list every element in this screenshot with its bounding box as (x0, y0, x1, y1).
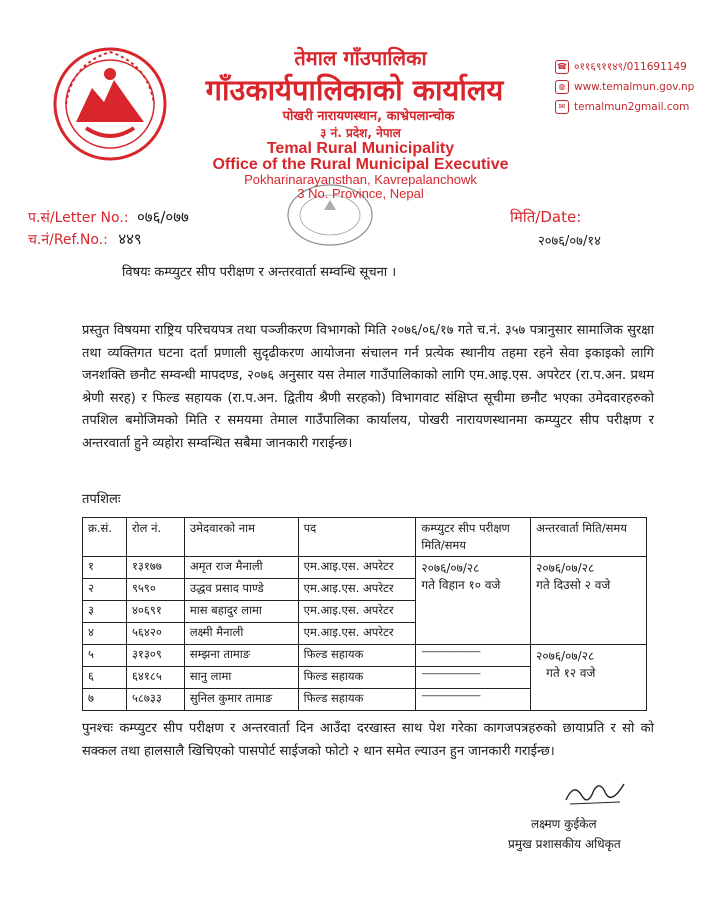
municipality-name-en: Temal Rural Municipality (266, 140, 455, 157)
website-contact (555, 80, 694, 94)
table-row (83, 645, 647, 667)
phone-contact (555, 60, 687, 74)
letter-number-label: प.सं/Letter No.: (28, 210, 129, 226)
letter-number (28, 207, 189, 227)
phone-icon: ☎ (555, 60, 569, 74)
office-stamp (284, 180, 376, 250)
cell-sn: ६ (83, 667, 127, 689)
col-post: पद (298, 518, 416, 557)
mis-interview-cell (531, 557, 647, 645)
cell-sn: ५ (83, 645, 127, 667)
letter-number-value: ०७६/०७७ (136, 208, 189, 226)
signatory-name: लक्ष्मण कुईकेल (531, 817, 597, 831)
cell-name: मास बहादुर लामा (184, 601, 298, 623)
cell-post: एम.आइ.एस. अपरेटर (298, 557, 416, 579)
cell-roll: ५८७३३ (126, 689, 184, 711)
col-name: उमेदवारको नाम (184, 518, 298, 557)
cell-sn: ७ (83, 689, 127, 711)
handwritten-signature (560, 776, 630, 810)
cell-post: फिल्ड सहायक (298, 645, 416, 667)
date-label: मिति/Date: (510, 208, 582, 226)
cell-sn: १ (83, 557, 127, 579)
globe-icon: ◍ (555, 80, 569, 94)
email-text: temalmun2gmail.com (574, 101, 690, 113)
col-exam: कम्प्युटर सीप परीक्षण मिति/समय (416, 518, 531, 557)
field-exam-placeholder: -------------------------- (416, 645, 531, 667)
candidate-schedule-table (82, 517, 647, 711)
cell-sn: २ (83, 579, 127, 601)
address-en: Pokharinarayansthan, Kavrepalanchowk (244, 172, 477, 187)
cell-sn: ३ (83, 601, 127, 623)
table-header-row (83, 518, 647, 557)
reference-number-value: ४४९ (118, 230, 142, 248)
notice-body: प्रस्तुत विषयमा राष्ट्रिय परिचयपत्र तथा पञ्जीकरण विभागको मिति २०७६/०६/१७ गते च.नं. ३५७ पत्रानुसार सामाजिक सुरक्षा तथा व्यक्तिगत घटना दर्ता प्रणाली सुदृढीकरण आयोजना संचालन गर्न प्रत्येक स्थानीय तहमा रहने सेवा इकाइको लागि जनशक्ति छनौट सम्वन्धी मापदण्ड, २०७६ अनुसार यस तेमाल गाउँपालिकाको लागि एम.आइ.एस. अपरेटर (रा.प.अन. प्रथम श्रेणी सरह) र फिल्ड सहायक (रा.प.अन. द्वितीय श्रैणी सरहको) विभागवाट संक्षिप्त सूचीमा छनौट भएका उमेदवारहरुको तपशिल बमोजिमको मिति र समयमा तेमाल गाउँपालिका कार्यालय, पोखरी नारायणस्थानमा कम्प्युटर सीप परीक्षण र अन्तरवार्ता हुने व्यहोरा सम्वन्धित सबैमा जानकारी गराईन्छ। (82, 323, 654, 451)
office-name-np: गाँउकार्यपालिकाको कार्यालय (205, 73, 504, 107)
field-interview-time: गते १२ वजे (546, 666, 596, 680)
cell-name: अमृत राज मैनाली (184, 557, 298, 579)
cell-post: फिल्ड सहायक (298, 689, 416, 711)
cell-post: एम.आइ.एस. अपरेटर (298, 579, 416, 601)
office-name-en: Office of the Rural Municipal Executive (212, 156, 509, 173)
municipality-name-np: तेमाल गाँउपालिका (294, 46, 427, 70)
date-value: २०७६/०७/१४ (538, 234, 601, 249)
phone-text: ०११६९११४९/011691149 (574, 61, 687, 73)
province-np: ३ नं. प्रदेश, नेपाल (320, 126, 401, 140)
cell-roll: ५६४२० (126, 623, 184, 645)
field-exam-placeholder: -------------------------- (416, 689, 531, 711)
col-interview: अन्तरवार्ता मिति/समय (531, 518, 647, 557)
mis-exam-cell (416, 557, 531, 645)
col-roll: रोल नं. (126, 518, 184, 557)
cell-name: लक्ष्मी मैनाली (184, 623, 298, 645)
subject-line: विषयः कम्प्युटर सीप परीक्षण र अन्तरवार्ता सम्वन्धि सूचना । (122, 265, 397, 280)
cell-name: सुनिल कुमार तामाङ (184, 689, 298, 711)
address-np: पोखरी नारायणस्थान, काभ्रेपलान्चोक (282, 109, 455, 124)
field-exam-placeholder: -------------------------- (416, 667, 531, 689)
cell-post: फिल्ड सहायक (298, 667, 416, 689)
postscript-note: पुनश्चः कम्प्युटर सीप परीक्षण र अन्तरवार्ता दिन आउँदा दरखास्त साथ पेश गरेका कागजपत्रहरुको छायाप्रति र सो को सक्कल तथा हालसालै खिचिएको पासपोर्ट साईजको फोटो २ थान समेत ल्याउन हुन जानकारी गराईन्छ। (82, 721, 654, 759)
website-text: www.temalmun.gov.np (574, 81, 695, 93)
email-contact (555, 100, 689, 114)
cell-roll: ३१३०९ (126, 645, 184, 667)
cell-name: सानु लामा (184, 667, 298, 689)
cell-roll: ४०६९१ (126, 601, 184, 623)
cell-post: एम.आइ.एस. अपरेटर (298, 601, 416, 623)
reference-number-label: च.नं/Ref.No.: (28, 232, 108, 248)
cell-name: उद्धव प्रसाद पाण्डे (184, 579, 298, 601)
cell-post: एम.आइ.एस. अपरेटर (298, 623, 416, 645)
cell-roll: १३१७७ (126, 557, 184, 579)
cell-name: सम्झना तामाङ (184, 645, 298, 667)
cell-roll: ९५९० (126, 579, 184, 601)
field-interview-date: २०७६/०७/२८ (536, 649, 595, 663)
mis-exam-time: गते विहान १० वजे (421, 578, 501, 592)
details-label: तपशिलः (82, 492, 121, 507)
field-interview-cell (531, 645, 647, 711)
signatory-title: प्रमुख प्रशासकीय अधिकृत (508, 837, 621, 851)
mis-exam-date: २०७६/०७/२८ (421, 561, 480, 575)
table-row (83, 557, 647, 579)
mis-interview-date: २०७६/०७/२८ (536, 561, 595, 575)
email-icon: ✉ (555, 100, 569, 114)
cell-roll: ६४१८५ (126, 667, 184, 689)
province-en: 3 No. Province, Nepal (297, 186, 424, 201)
mis-interview-time: गते दिउसो २ वजे (536, 578, 611, 592)
cell-sn: ४ (83, 623, 127, 645)
col-sn: क्र.सं. (83, 518, 127, 557)
reference-number (28, 229, 142, 249)
